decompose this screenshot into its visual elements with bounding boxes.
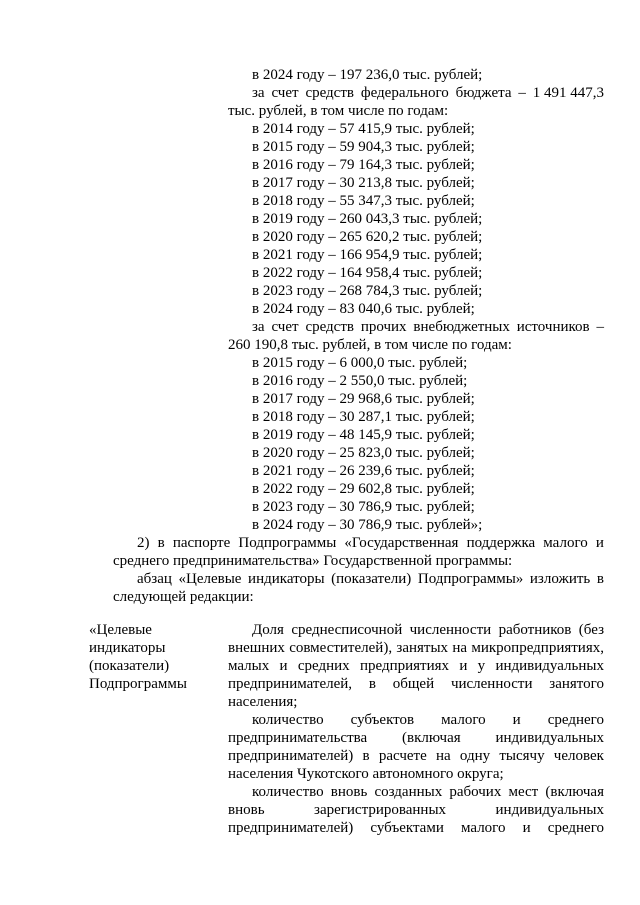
year-amount-line: в 2020 году – 25 823,0 тыс. рублей;	[252, 445, 475, 461]
word: среднесписочной	[291, 622, 403, 638]
word: малого	[543, 535, 588, 551]
word: внешних	[228, 640, 285, 656]
word: на	[435, 748, 451, 764]
word: предприятиях	[359, 658, 450, 674]
word: абзац	[137, 571, 172, 587]
word: (без	[578, 622, 604, 638]
word: работников	[498, 622, 572, 638]
indicator-line	[228, 729, 604, 747]
word: и	[595, 535, 604, 551]
federal-budget-heading-line2: тыс. рублей, в том числе по годам:	[228, 103, 449, 119]
year-amount-line: в 2015 году – 59 904,3 тыс. рублей;	[252, 139, 475, 155]
other-sources-heading-line1	[252, 318, 604, 336]
word: средств	[305, 85, 354, 101]
word: прочих	[360, 319, 407, 335]
other-sources-heading-line2: 260 190,8 тыс. рублей, в том числе по годам:	[228, 337, 512, 353]
label-line: (показатели)	[89, 658, 170, 674]
word: счет	[271, 319, 299, 335]
word: малых	[228, 658, 270, 674]
word: предпринимателей)	[228, 820, 354, 836]
indicator-line: населения Чукотского автономного округа;	[228, 766, 504, 782]
section2-para1-line1	[137, 534, 604, 552]
year-amount-line: в 2015 году – 6 000,0 тыс. рублей;	[252, 355, 468, 371]
word: занятого	[549, 676, 604, 692]
word: у	[477, 658, 486, 674]
word: малого	[461, 820, 506, 836]
indicator-line	[252, 621, 604, 639]
word: индивидуальных	[495, 658, 604, 674]
word: на	[452, 640, 468, 656]
word: численности	[409, 622, 492, 638]
word: в	[368, 676, 376, 692]
section2-para1-line2: среднего предпринимательства» Государственной программы:	[113, 553, 513, 569]
year-amount-line: в 2018 году – 30 287,1 тыс. рублей;	[252, 409, 475, 425]
word: бюджета	[455, 85, 512, 101]
word: предпринимателей)	[228, 748, 354, 764]
indicator-line	[228, 801, 604, 819]
word: субъектами	[370, 820, 444, 836]
year-amount-line: в 2016 году – 79 164,3 тыс. рублей;	[252, 157, 475, 173]
indicator-line	[228, 675, 604, 693]
word: 1 491 447,3	[532, 85, 604, 101]
word: общей	[392, 676, 435, 692]
word: паспорте	[172, 535, 231, 551]
word: зарегистрированных	[314, 802, 447, 818]
word: за	[252, 85, 265, 101]
label-line: индикаторы	[89, 640, 166, 656]
year-amount-line: в 2023 году – 30 786,9 тыс. рублей;	[252, 499, 475, 515]
word: индивидуальных	[495, 730, 604, 746]
word: (включая	[402, 730, 461, 746]
word: занятых	[396, 640, 449, 656]
word: и	[459, 658, 468, 674]
word: микропредприятиях,	[471, 640, 604, 656]
word: среднего	[547, 712, 604, 728]
word: в	[362, 748, 370, 764]
indicator-line	[228, 819, 604, 837]
year-amount-line: в 2014 году – 57 415,9 тыс. рублей;	[252, 121, 475, 137]
word: мест	[508, 784, 539, 800]
indicator-line: населения;	[228, 694, 298, 710]
year-amount-line: в 2017 году – 30 213,8 тыс. рублей;	[252, 175, 475, 191]
word: «Целевые	[178, 571, 242, 587]
year-amount-line: в 2022 году – 29 602,8 тыс. рублей;	[252, 481, 475, 497]
word: Доля	[252, 622, 284, 638]
word: (показатели)	[331, 571, 412, 587]
label-line: «Целевые	[89, 622, 152, 638]
budget-line-2024-total: в 2024 году – 197 236,0 тыс. рублей;	[252, 67, 483, 83]
word: тысячу	[499, 748, 545, 764]
word: рабочих	[449, 784, 502, 800]
word: в	[157, 535, 165, 551]
word: предпринимателей,	[228, 676, 353, 692]
word: Подпрограммы»	[417, 571, 524, 587]
word: созданных	[374, 784, 443, 800]
word: численности	[450, 676, 533, 692]
word: средств	[305, 319, 354, 335]
word: (включая	[545, 784, 604, 800]
section2-para2-line1	[137, 570, 604, 588]
word: вновь	[330, 784, 368, 800]
word: источников	[516, 319, 590, 335]
word: субъектов	[350, 712, 415, 728]
year-amount-line: в 2021 году – 26 239,6 тыс. рублей;	[252, 463, 475, 479]
word: человек	[553, 748, 604, 764]
word: индивидуальных	[495, 802, 604, 818]
indicator-line	[252, 783, 604, 801]
year-amount-line: в 2024 году – 83 040,6 тыс. рублей;	[252, 301, 475, 317]
word: индикаторы	[248, 571, 325, 587]
year-amount-line: в 2021 году – 166 954,9 тыс. рублей;	[252, 247, 483, 263]
word: федерального	[360, 85, 449, 101]
word: среднего	[547, 820, 604, 836]
word: и	[279, 658, 288, 674]
word: –	[518, 85, 526, 101]
word: Подпрограммы	[238, 535, 337, 551]
word: и	[522, 820, 531, 836]
word: «Государственная	[344, 535, 459, 551]
word: счет	[271, 85, 299, 101]
indicator-line	[252, 711, 604, 729]
word: количество	[252, 712, 324, 728]
section2-para2-line2: следующей редакции:	[113, 589, 254, 605]
word: расчете	[378, 748, 427, 764]
word: –	[596, 319, 604, 335]
year-amount-line: в 2019 году – 260 043,3 тыс. рублей;	[252, 211, 483, 227]
word: изложить	[529, 571, 591, 587]
word: количество	[252, 784, 324, 800]
word: предпринимательства	[228, 730, 368, 746]
indicator-line	[228, 639, 604, 657]
year-amount-line: в 2017 году – 29 968,6 тыс. рублей;	[252, 391, 475, 407]
word: средних	[297, 658, 350, 674]
word: поддержка	[466, 535, 536, 551]
year-amount-line: в 2019 году – 48 145,9 тыс. рублей;	[252, 427, 475, 443]
indicator-line	[228, 747, 604, 765]
word: 2)	[137, 535, 150, 551]
label-line: Подпрограммы	[89, 676, 187, 692]
year-amount-line: в 2022 году – 164 958,4 тыс. рублей;	[252, 265, 483, 281]
federal-budget-heading-line1	[252, 84, 604, 102]
word: внебюджетных	[413, 319, 510, 335]
year-amount-line: в 2024 году – 30 786,9 тыс. рублей»;	[252, 517, 483, 533]
word: одну	[459, 748, 491, 764]
word: и	[512, 712, 521, 728]
indicator-line	[228, 657, 604, 675]
year-amount-line: в 2016 году – 2 550,0 тыс. рублей;	[252, 373, 468, 389]
word: малого	[441, 712, 486, 728]
word: вновь	[228, 802, 265, 818]
year-amount-line: в 2018 году – 55 347,3 тыс. рублей;	[252, 193, 475, 209]
word: за	[252, 319, 265, 335]
year-amount-line: в 2020 году – 265 620,2 тыс. рублей;	[252, 229, 483, 245]
year-amount-line: в 2023 году – 268 784,3 тыс. рублей;	[252, 283, 483, 299]
word: совместителей),	[289, 640, 393, 656]
word: в	[596, 571, 604, 587]
